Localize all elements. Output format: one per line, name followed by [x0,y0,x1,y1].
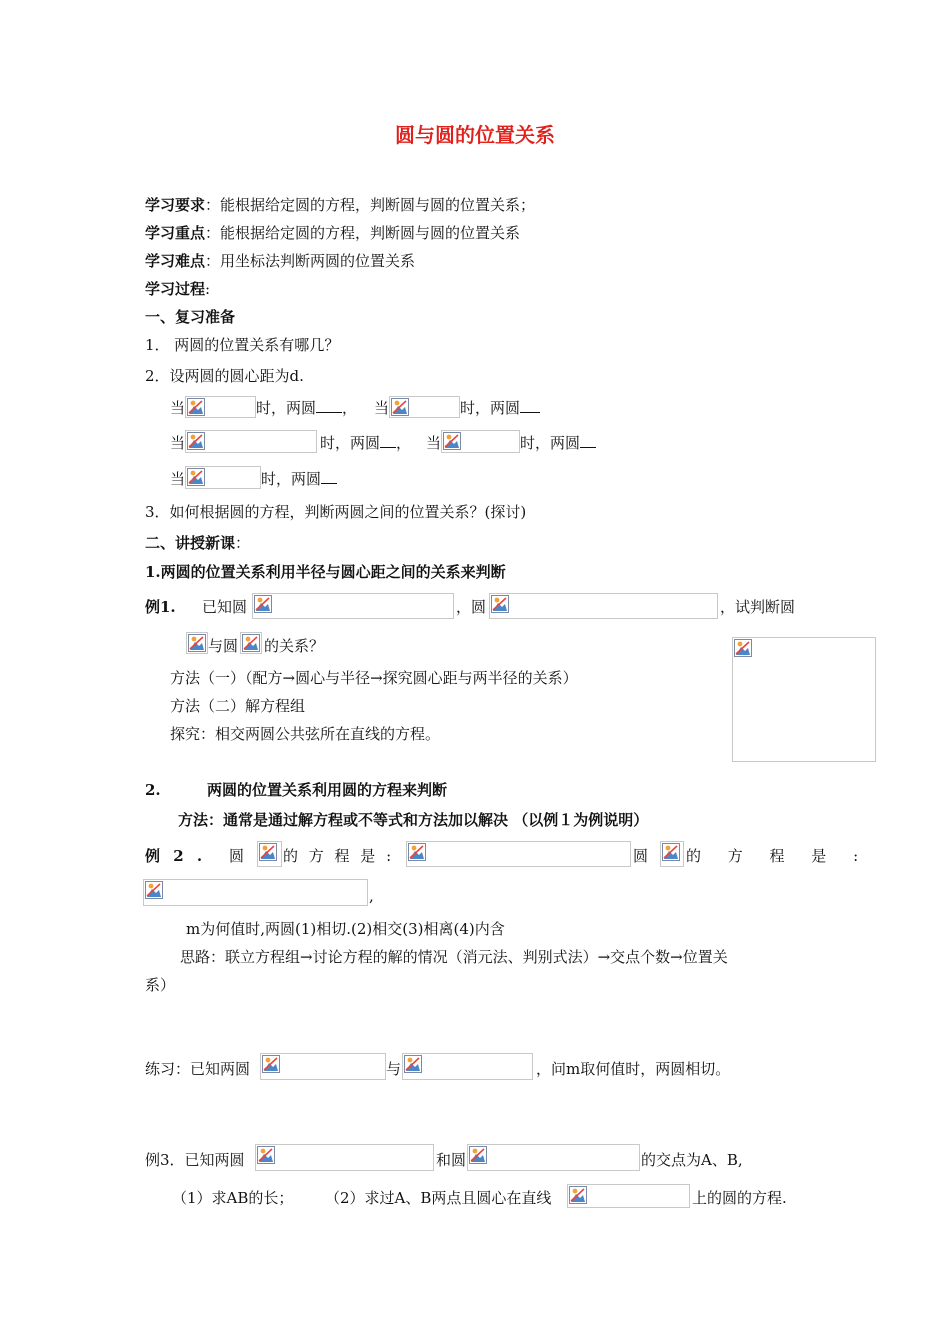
question-3: 3．如何根据圆的方程，判断两圆之间的位置关系？(探讨) [145,503,527,521]
answer-blank [520,398,540,413]
practice-with: 与 [386,1060,402,1078]
requirement-line [145,195,535,215]
formula-image [406,841,631,867]
example-3-tail: 的交点为A、B, [641,1151,743,1169]
broken-image-icon [662,843,680,861]
method-1: 方法（一）（配方→圆心与半径→探究圆心距与两半径的关系） [170,669,578,687]
broken-image-icon [145,881,163,899]
example-1-known: 已知圆 [202,598,248,616]
example-1-label: 例1. [145,598,176,616]
blank-text [256,398,357,418]
subsection-1-heading: 1.两圆的位置关系利用半径与圆心距之间的关系来判断 [145,563,506,581]
explore-text: 探究：相交两圆公共弦所在直线的方程。 [170,725,441,743]
broken-image-icon [491,595,509,613]
example-2-trailing-comma: , [369,887,374,905]
question-1: 1． 两圆的位置关系有哪几？ [145,336,340,354]
answer-blank [316,398,342,413]
answer-blank [380,433,396,448]
broken-image-icon [391,398,409,416]
formula-image [240,632,262,654]
example-2-label: 例 2 . [145,847,207,865]
requirement-label: 学习要求 [145,196,206,214]
broken-image-icon [404,1055,422,1073]
answer-blank [321,469,337,484]
formula-image [186,632,208,654]
broken-image-icon [187,432,205,450]
page-title: 圆与圆的位置关系 [395,123,555,147]
example-2-circle-2: 圆 [633,847,649,865]
broken-image-icon [408,843,426,861]
idea-line-2: 系） [145,976,176,994]
broken-image-icon [443,432,461,450]
when-label: 当 [170,399,186,417]
broken-image-icon [254,595,272,613]
example-2-question: m为何值时,两圆(1)相切.(2)相交(3)相离(4)内含 [186,920,505,938]
broken-image-icon [734,639,752,657]
when-label: 当 [374,399,390,417]
blank-text [320,433,411,453]
section-new-lesson-label: 二、讲授新课 [145,534,236,552]
formula-image [185,396,256,418]
method-2: 方法（二）解方程组 [170,697,306,715]
formula-image [389,396,460,418]
process-heading [145,279,210,299]
formula-image [567,1184,690,1208]
formula-image [467,1144,640,1171]
broken-image-icon [188,634,206,652]
when-label: 当 [170,470,186,488]
formula-image [660,841,684,867]
example-1-tail: ，试判断圆 [720,598,796,616]
practice-tail: ，问m取何值时，两圆相切。 [536,1060,731,1078]
requirement-text: ：能根据给定圆的方程，判断圆与圆的位置关系； [205,196,536,214]
blank-text [460,398,540,418]
subsection-2-heading: 两圆的位置关系利用圆的方程来判断 [207,781,448,799]
figure-image [732,637,876,762]
when-text: 时，两圆 [460,399,521,417]
blank-text [520,433,596,453]
section-new-lesson-colon: ： [235,534,251,552]
difficulty-label: 学习难点 [145,252,206,270]
answer-blank [580,433,596,448]
question-2: 2．设两圆的圆心距为d. [145,367,304,385]
when-text: 时，两圆 [261,470,322,488]
section-review-heading: 一、复习准备 [145,308,236,326]
formula-image [252,593,454,619]
blank-text [261,469,337,489]
formula-image [143,879,368,906]
example-3-question-a: （1）求AB的长； [172,1189,294,1207]
comma: ， [342,399,358,417]
practice-prefix: 练习：已知两圆 [145,1060,251,1078]
broken-image-icon [569,1186,587,1204]
example-1-relation: 的关系？ [264,637,325,655]
when-text: 时，两圆 [256,399,317,417]
formula-image [255,1144,434,1171]
key-point-line [145,223,520,243]
subsection-2-number: 2. [145,781,161,799]
example-3-question-c: 上的圆的方程. [692,1189,787,1207]
formula-image [402,1053,533,1080]
example-2-equation-is: 的 方 程 是 : [283,847,395,865]
example-2-equation-is-2: 的 方 程 是 : [686,847,870,865]
formula-image [489,593,718,619]
example-3-and: 和圆 [436,1151,467,1169]
example-2-circle: 圆 [229,847,245,865]
example-3-question-b: （2）求过A、B两点且圆心在直线 [325,1189,552,1207]
idea-line-1: 思路：联立方程组→讨论方程的解的情况（消元法、判别式法）→交点个数→位置关 [180,948,728,966]
formula-image [185,466,261,489]
formula-image [257,841,282,867]
broken-image-icon [259,843,277,861]
formula-image [260,1053,386,1080]
example-1-and-circle: 与圆 [208,637,239,655]
difficulty-text: ：用坐标法判断两圆的位置关系 [205,252,416,270]
subsection-2-method: 方法：通常是通过解方程或不等式和方法加以解决 （以例１为例说明） [178,811,649,829]
difficulty-line [145,251,415,271]
formula-image [185,430,317,453]
process-colon: : [205,280,211,298]
when-text: 时，两圆 [320,434,381,452]
broken-image-icon [262,1055,280,1073]
when-text: 时，两圆 [520,434,581,452]
when-label: 当 [170,434,186,452]
example-1-comma-circle: ，圆 [456,598,487,616]
section-new-lesson-heading [145,533,250,553]
broken-image-icon [257,1146,275,1164]
broken-image-icon [242,634,260,652]
key-point-label: 学习重点 [145,224,206,242]
broken-image-icon [187,468,205,486]
formula-image [441,430,520,453]
process-label: 学习过程 [145,280,206,298]
when-label: 当 [426,434,442,452]
comma: ， [396,434,412,452]
broken-image-icon [187,398,205,416]
broken-image-icon [469,1146,487,1164]
key-point-text: ：能根据给定圆的方程，判断圆与圆的位置关系 [205,224,521,242]
example-3-prefix: 例3．已知两圆 [145,1151,245,1169]
